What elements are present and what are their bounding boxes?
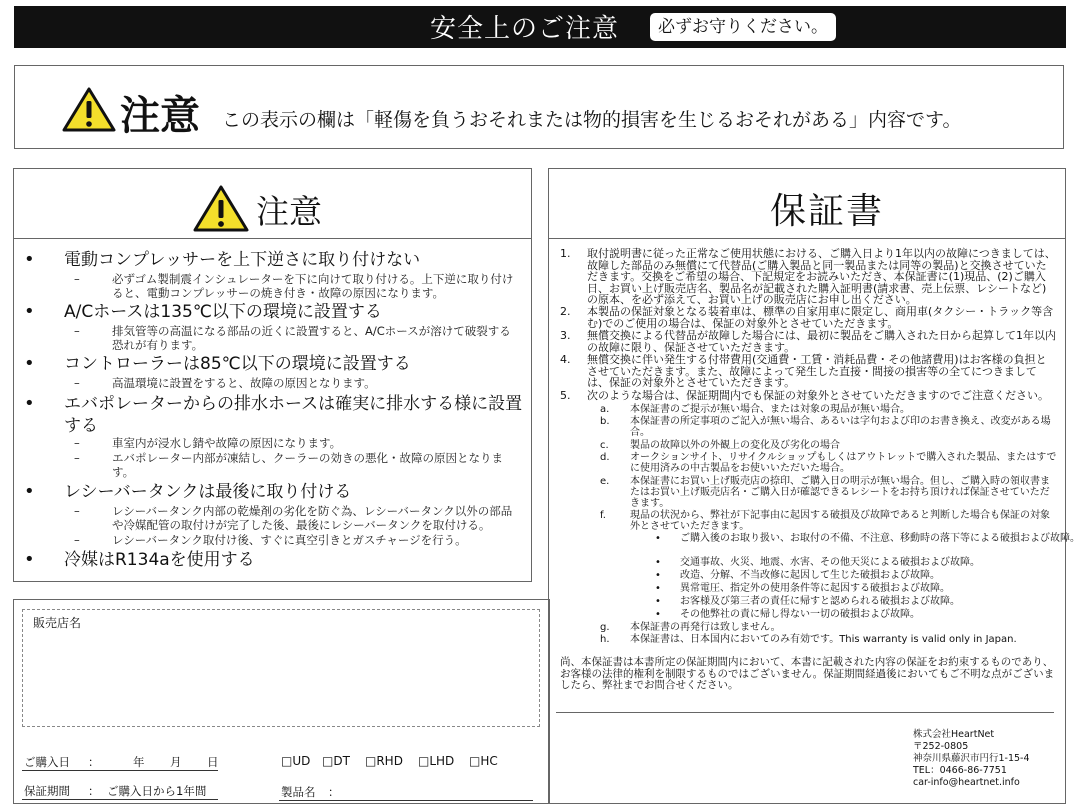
bullet: •	[24, 549, 35, 570]
sub-clause-letter: a.	[600, 404, 610, 415]
caution-item-heading: 電動コンプレッサーを上下逆さに取り付けない	[64, 250, 421, 270]
sub-clause-text: 本保証書のご提示が無い場合、または対象の現品が無い場合。	[630, 404, 910, 415]
exclusion-item: ご購入後のお取り扱い、お取付の不備、不注意、移動時の落下等による破損および故障。	[680, 533, 1080, 544]
sub-clause-text: 本保証書は、日本国内においてのみ有効です。This warranty is valid only in Japan.	[630, 634, 1017, 645]
store-name-label: 販売店名	[33, 616, 82, 630]
dash: –	[74, 272, 80, 286]
dash: –	[74, 376, 80, 390]
dash: –	[74, 533, 80, 547]
exclusion-item: 異常電圧、指定外の使用条件等に起因する破損および故障。	[680, 583, 950, 594]
clause-text: 無償交換による代替品が故障した場合には、最初に製品をご購入された日から起算して1年以内の故障に限り、保証させていただきます。	[587, 329, 1056, 354]
colon: ：	[328, 785, 340, 799]
day-label: 日	[207, 755, 219, 769]
store-stamp-area[interactable]	[22, 609, 540, 727]
dash: –	[74, 436, 80, 450]
divider	[548, 238, 1066, 239]
bullet: •	[655, 609, 661, 620]
warranty-period-value: ご購入日から1年間	[107, 784, 207, 798]
warranty-period-line	[22, 799, 218, 800]
bullet: •	[24, 301, 35, 322]
sub-clause-letter: g.	[600, 622, 610, 633]
company-tel: TEL：0466-86-7751	[913, 765, 1007, 776]
sub-clause-text: 本保証書の所定事項のご記入が無い場合、あるいは字句および印のお書き換え、改変がある場合。	[630, 416, 1051, 438]
exclusion-item: 改造、分解、不当改修に起因して生じた破損および故障。	[680, 570, 940, 581]
exclusion-item: その他弊社の責に帰し得ない一切の破損および故障。	[680, 609, 920, 620]
divider	[13, 238, 532, 239]
purchase-date-field[interactable]	[22, 770, 218, 771]
option-ud[interactable]: □UD	[281, 754, 311, 768]
exclusion-item: 交通事故、火災、地震、水害、その他天災による破損および故障。	[680, 557, 980, 568]
colon: ：	[88, 784, 100, 798]
caution-item-heading: コントローラーは85℃以下の環境に設置する	[64, 354, 411, 374]
sub-clause-letter: d.	[600, 452, 610, 463]
page-title: 安全上のご注意	[430, 14, 620, 44]
warranty-period-label: 保証期間	[24, 784, 70, 798]
sub-clause-letter: b.	[600, 416, 610, 427]
purchase-date-label: ご購入日	[24, 755, 70, 769]
clause-number: 1.	[560, 247, 571, 260]
company-name: 株式会社HeartNet	[913, 729, 995, 740]
clause-number: 4.	[560, 353, 571, 366]
sub-clause-letter: f.	[600, 510, 606, 521]
product-name-label: 製品名	[281, 785, 316, 799]
sub-clause-text: 現品の状況から、弊社が下記事由に起因する破損及び故障であると判断した場合も保証の対象外とさせていただきます。	[630, 510, 1050, 532]
divider	[556, 712, 1054, 713]
dash: –	[74, 504, 80, 518]
detail-text: レシーバータンク内部の乾燥剤の劣化を防ぐ為、レシーバータンク以外の部品や冷媒配管の取付けが完了した後、最後にレシーバータンクを取付ける。	[112, 504, 513, 532]
caution-item-heading: レシーバータンクは最後に取り付ける	[64, 482, 352, 502]
bullet: •	[655, 570, 661, 581]
bullet: •	[655, 583, 661, 594]
sub-clause-text: 製品の故障以外の外観上の変化及び劣化の場合	[630, 440, 840, 451]
clause-number: 3.	[560, 329, 571, 342]
sub-clause-letter: e.	[600, 476, 610, 487]
bullet: •	[655, 596, 661, 607]
detail-text: 必ずゴム製制震インシュレーターを下に向けて取り付ける。上下逆に取り付けると、電動コンプレッサーの焼き付き・故障の原因になります。	[112, 272, 514, 300]
sub-clause-text: オークションサイト、リサイクルショップもしくはアウトレットで購入された製品、またはすでに使用済みの中古製品をお使いいただいた場合。	[630, 452, 1057, 474]
company-address: 神奈川県藤沢市円行1-15-4	[913, 753, 1030, 764]
bullet: •	[24, 393, 35, 414]
bullet: •	[655, 533, 661, 544]
option-rhd[interactable]: □RHD	[365, 754, 403, 768]
bullet: •	[24, 249, 35, 270]
clause-text: 無償交換に伴い発生する付帯費用(交通費・工賃・消耗品費・その他諸費用)はお客様の負担とさせていただきます。また、故障によって発生した直接・間接の損害等の全てにつきましては、保証の対象外とさせていただきます。	[587, 353, 1047, 389]
detail-text: レシーバータンク取付け後、すぐに真空引きとガスチャージを行う。	[112, 533, 467, 547]
clause-text: 本製品の保証対象となる装着車は、標準の自家用車に限定し、商用車(タクシー・トラック等含む)でのご使用の場合は、保証の対象外とさせていただきます。	[587, 305, 1054, 330]
option-lhd[interactable]: □LHD	[418, 754, 455, 768]
product-name-field[interactable]	[279, 800, 533, 801]
dash: –	[74, 451, 80, 465]
month-label: 月	[170, 755, 182, 769]
bullet: •	[655, 557, 661, 568]
sub-clause-text: 本保証書にお買い上げ販売店の捺印、ご購入日の明示が無い場合。但し、ご購入時の領収書またはお買い上げ販売店名・ご購入日が確認できるレシートをお持ち頂ければ保証させていただきます。	[630, 476, 1050, 509]
clause-text: 取付説明書に従った正常なご使用状態における、ご購入日より1年以内の故障につきましては、故障した部品のみ無償にて代替品(ご購入製品と同一製品または同等の製品)と交換させていただきます。交換をご希望の場合、下記規定をお読みいただき、本保証書に(1)現品、(2)ご購入日、お買い上げ販売店名、製品名が記載された購入証明書(請求書、売上伝票、レシートなど)の原本、を必ず添えて、お買い上げの販売店にお申し出ください。	[587, 247, 1056, 306]
colon: ：	[88, 755, 100, 769]
caution-description: この表示の欄は「軽傷を負うおそれまたは物的損害を生じるおそれがある」内容です。	[222, 109, 962, 131]
exclusion-item: お客様及び第三者の責任に帰すと認められる破損および故障。	[680, 596, 960, 607]
caution-item-heading: A/Cホースは135℃以下の環境に設置する	[64, 302, 382, 322]
caution-word: 注意	[120, 93, 200, 139]
clause-number: 5.	[560, 389, 571, 402]
caution-panel-title: 注意	[256, 192, 322, 231]
warning-icon	[192, 184, 250, 232]
year-label: 年	[133, 755, 145, 769]
option-dt[interactable]: □DT	[322, 754, 350, 768]
detail-text: 排気管等の高温になる部品の近くに設置すると、A/Cホースが溶けて破裂する恐れが有ります。	[112, 324, 511, 352]
sub-clause-text: 本保証書の再発行は致しません。	[630, 622, 781, 633]
warranty-title: 保証書	[770, 191, 885, 232]
caution-item-heading: エバポレーターからの排水ホースは確実に排水する様に設置する	[64, 394, 523, 436]
detail-text: エバポレーター内部が凍結し、クーラーの効きの悪化・故障の原因となります。	[112, 451, 503, 479]
header-badge: 必ずお守りください。	[650, 13, 836, 41]
detail-text: 車室内が浸水し錆や故障の原因になります。	[112, 436, 342, 450]
bullet: •	[24, 353, 35, 374]
clause-text: 次のような場合は、保証期間内でも保証の対象外とさせていただきますのでご注意ください。	[587, 389, 1049, 402]
sub-clause-letter: c.	[600, 440, 609, 451]
detail-text: 高温環境に設置をすると、故障の原因となります。	[112, 376, 376, 390]
caution-item-heading: 冷媒はR134aを使用する	[64, 550, 255, 570]
sub-clause-letter: h.	[600, 634, 610, 645]
dash: –	[74, 324, 80, 338]
warranty-note: 尚、本保証書は本書所定の保証期間内において、本書に記載された内容の保証をお約束するものであり、お客様の法律的権利を制限するものではございません。保証期間経過後においてもご不明な点がございましたら、弊社までお問合せください。	[560, 656, 1055, 691]
warning-icon	[62, 86, 116, 132]
company-email[interactable]: car-info@heartnet.info	[913, 777, 1020, 788]
company-zip: 〒252-0805	[913, 741, 969, 752]
clause-number: 2.	[560, 305, 571, 318]
option-hc[interactable]: □HC	[469, 754, 498, 768]
bullet: •	[24, 481, 35, 502]
